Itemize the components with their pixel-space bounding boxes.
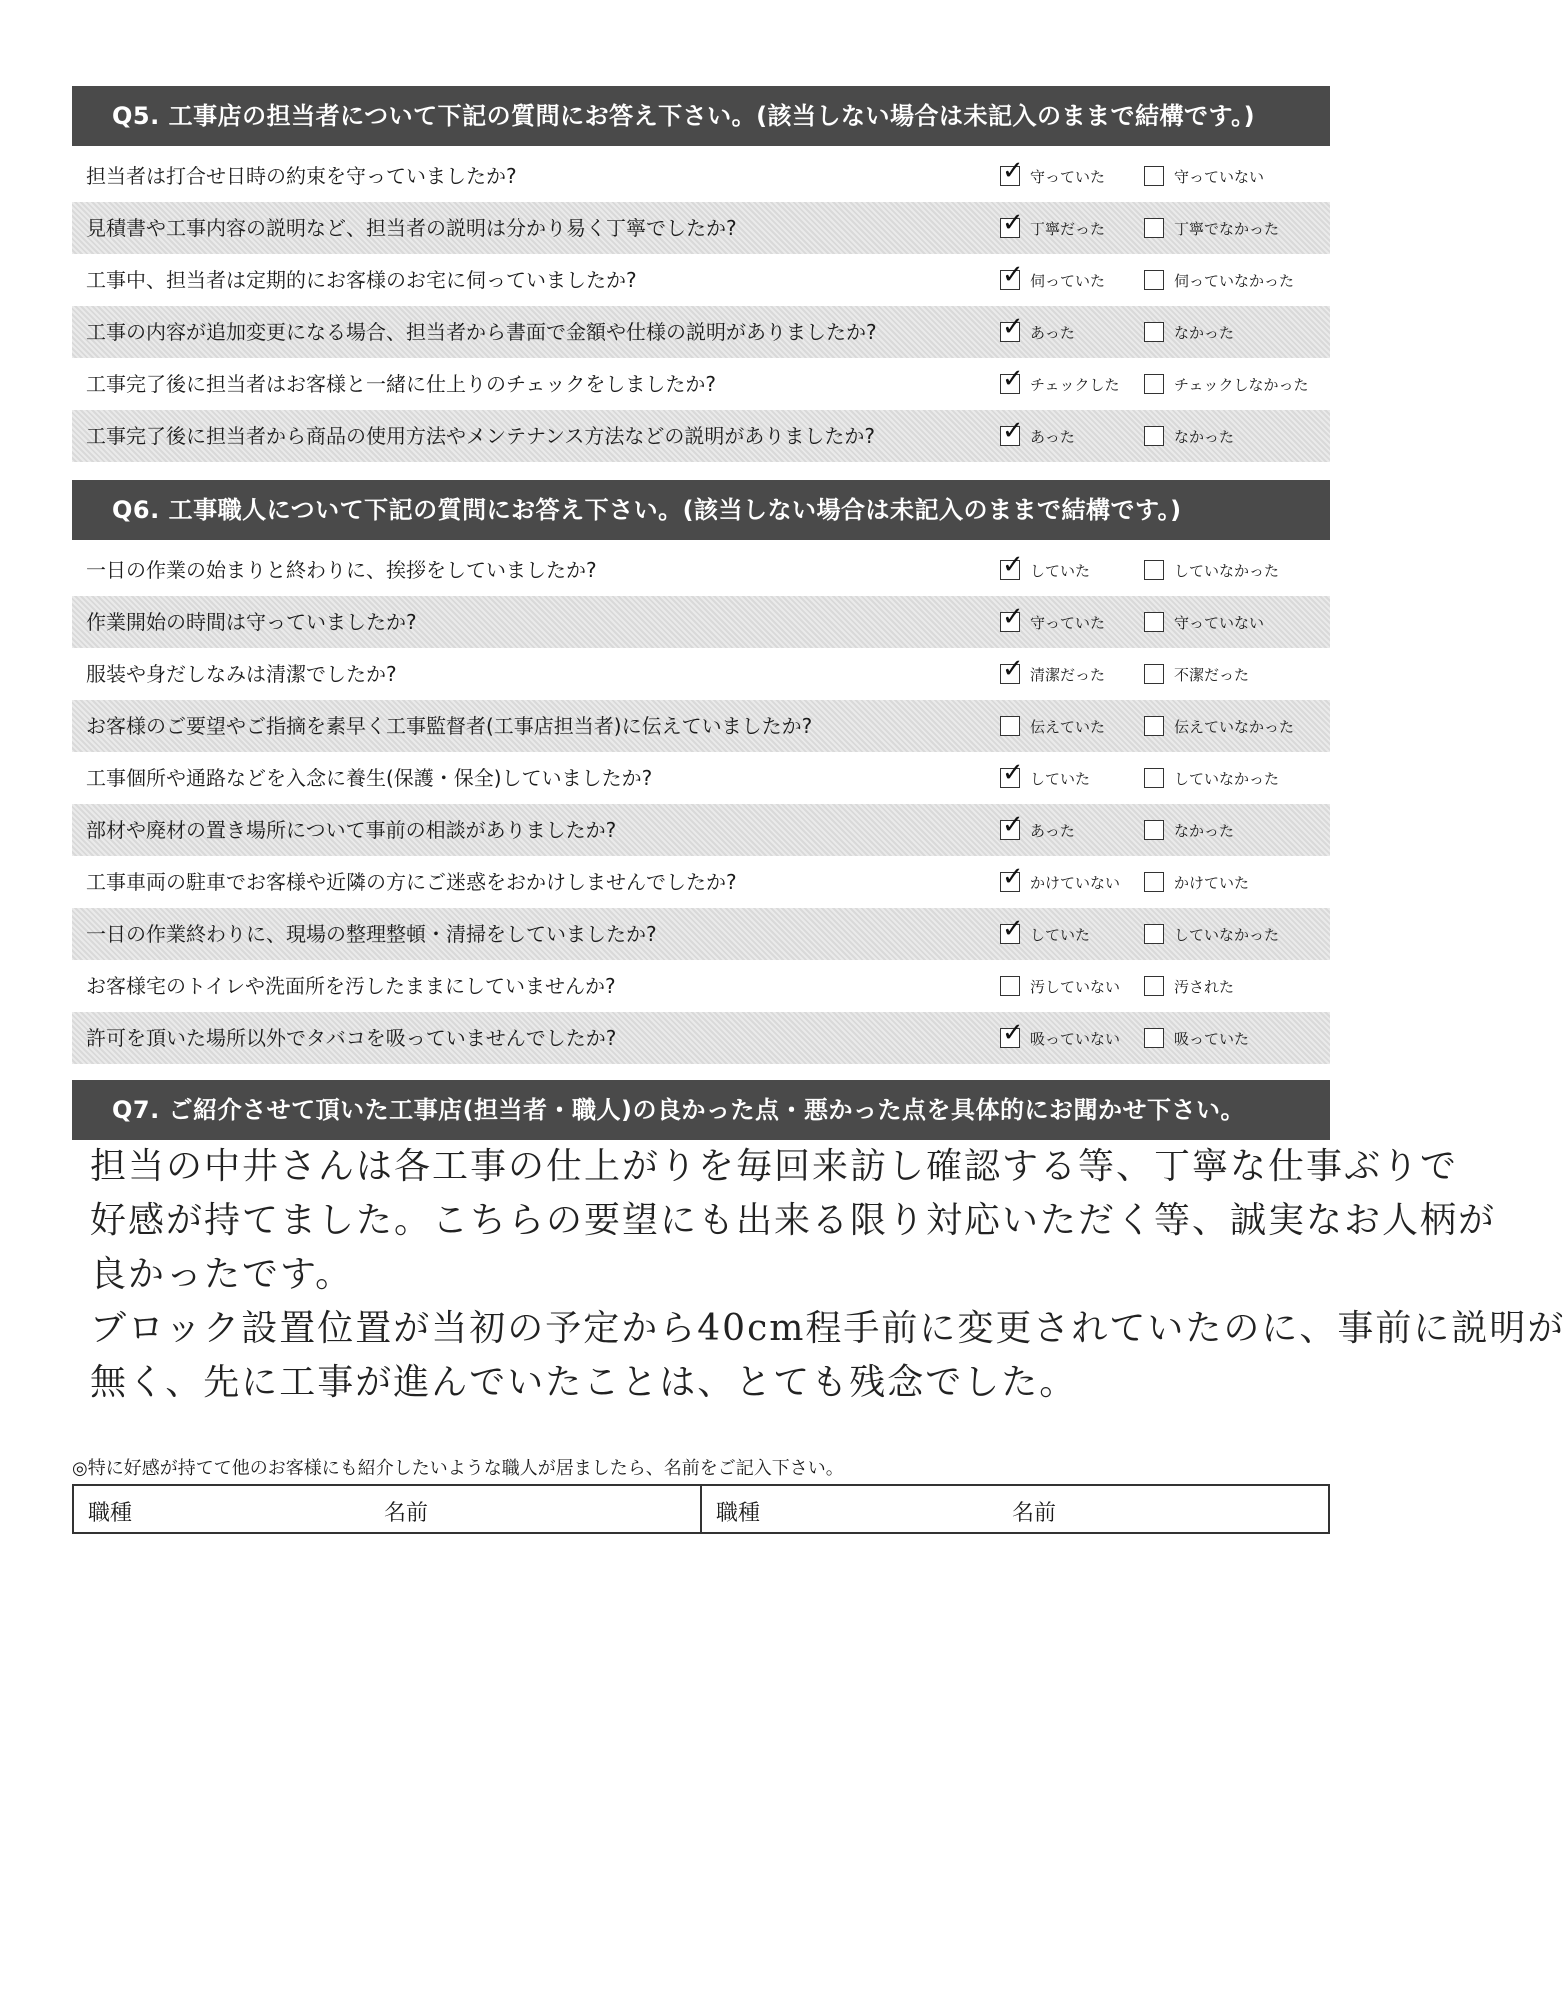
checkmark-icon: ✓ [1002, 312, 1024, 342]
checkbox[interactable] [1000, 810, 1024, 840]
q5-header: Q5. 工事店の担当者について下記の質問にお答え下さい。(該当しない場合は未記入のままで結構です。) [72, 86, 1330, 146]
checkmark-icon: ✓ [1002, 208, 1024, 238]
checkmark-icon: ✓ [1002, 654, 1024, 684]
recommend-cell-right[interactable] [700, 1486, 1328, 1532]
checkmark-icon: ✓ [1002, 914, 1024, 944]
answer-option[interactable] [1144, 648, 1249, 700]
question-text: 許可を頂いた場所以外でタバコを吸っていませんでしたか? [86, 1026, 617, 1050]
checkbox[interactable] [1000, 208, 1024, 238]
checkbox[interactable] [1000, 654, 1024, 684]
answer-option[interactable] [1144, 254, 1294, 306]
checkbox[interactable] [1144, 270, 1164, 290]
question-row [72, 596, 1330, 648]
answer-option[interactable] [1000, 358, 1120, 410]
question-row [72, 908, 1330, 960]
recommend-table [72, 1484, 1330, 1534]
answer-option[interactable] [1144, 804, 1234, 856]
checkbox[interactable] [1000, 550, 1024, 580]
answer-option[interactable] [1000, 856, 1120, 908]
answer-option[interactable] [1000, 1012, 1120, 1064]
option-label: 守っていない [1174, 167, 1265, 186]
answer-option[interactable] [1000, 544, 1090, 596]
checkbox[interactable] [1144, 664, 1164, 684]
option-label: していなかった [1174, 561, 1280, 580]
option-label: あった [1030, 427, 1075, 446]
checkmark-icon: ✓ [1002, 810, 1024, 840]
q6-header: Q6. 工事職人について下記の質問にお答え下さい。(該当しない場合は未記入のままで結構です。) [72, 480, 1330, 540]
job-type-label: 職種 [88, 1501, 133, 1526]
answer-option[interactable] [1000, 254, 1105, 306]
question-text: 工事完了後に担当者はお客様と一緒に仕上りのチェックをしましたか? [86, 372, 717, 396]
checkbox[interactable] [1144, 322, 1164, 342]
checkbox[interactable] [1144, 872, 1164, 892]
checkbox[interactable] [1000, 976, 1020, 996]
answer-option[interactable] [1000, 306, 1075, 358]
option-label: なかった [1174, 323, 1235, 342]
checkbox[interactable] [1144, 976, 1164, 996]
checkbox[interactable] [1144, 218, 1164, 238]
checkbox[interactable] [1000, 364, 1024, 394]
question-text: 担当者は打合せ日時の約束を守っていましたか? [86, 164, 517, 188]
checkbox[interactable] [1000, 862, 1024, 892]
checkbox[interactable] [1144, 924, 1164, 944]
answer-option[interactable] [1000, 752, 1090, 804]
answer-option[interactable] [1000, 202, 1105, 254]
question-text: 作業開始の時間は守っていましたか? [86, 610, 417, 634]
question-row [72, 306, 1330, 358]
option-label: していた [1030, 925, 1091, 944]
question-text: 見積書や工事内容の説明など、担当者の説明は分かり易く丁寧でしたか? [86, 216, 737, 240]
checkmark-icon: ✓ [1002, 602, 1024, 632]
answer-option[interactable] [1000, 700, 1105, 752]
checkbox[interactable] [1144, 374, 1164, 394]
answer-option[interactable] [1144, 596, 1264, 648]
question-row [72, 254, 1330, 306]
answer-option[interactable] [1000, 960, 1120, 1012]
question-row [72, 1012, 1330, 1064]
option-label: かけていた [1174, 873, 1250, 892]
answer-option[interactable] [1144, 960, 1234, 1012]
q7-header: Q7. ご紹介させて頂いた工事店(担当者・職人)の良かった点・悪かった点を具体的にお聞かせ下さい。 [72, 1080, 1330, 1140]
option-label: 丁寧だった [1030, 219, 1106, 238]
option-label: 汚していない [1030, 977, 1121, 996]
option-label: 守っていた [1030, 613, 1106, 632]
answer-option[interactable] [1000, 596, 1105, 648]
option-label: していなかった [1174, 769, 1280, 788]
question-row [72, 752, 1330, 804]
checkbox[interactable] [1144, 426, 1164, 446]
checkbox[interactable] [1144, 768, 1164, 788]
checkbox[interactable] [1144, 612, 1164, 632]
question-text: お客様宅のトイレや洗面所を汚したままにしていませんか? [86, 974, 616, 998]
option-label: していなかった [1174, 925, 1280, 944]
answer-option[interactable] [1144, 1012, 1249, 1064]
answer-line: 好感が持てました。こちらの要望にも出来る限り対応いただく等、誠実なお人柄が [90, 1200, 1497, 1241]
option-label: 伝えていた [1030, 717, 1106, 736]
answer-option[interactable] [1000, 908, 1090, 960]
option-label: チェックしなかった [1174, 375, 1309, 394]
question-row [72, 544, 1330, 596]
option-label: していた [1030, 769, 1091, 788]
recommend-cell-left[interactable] [74, 1486, 700, 1532]
checkbox[interactable] [1144, 1028, 1164, 1048]
answer-line: 無く、先に工事が進んでいたことは、とても残念でした。 [90, 1362, 1078, 1403]
question-row [72, 700, 1330, 752]
checkbox[interactable] [1000, 1018, 1024, 1048]
answer-option[interactable] [1144, 202, 1279, 254]
answer-option[interactable] [1144, 544, 1279, 596]
question-text: 服装や身だしなみは清潔でしたか? [86, 662, 397, 686]
question-row [72, 804, 1330, 856]
question-text: お客様のご要望やご指摘を素早く工事監督者(工事店担当者)に伝えていましたか? [86, 714, 813, 738]
answer-option[interactable] [1144, 150, 1264, 202]
question-row [72, 410, 1330, 462]
name-label: 名前 [1012, 1501, 1057, 1526]
option-label: 伺っていなかった [1174, 271, 1295, 290]
answer-option[interactable] [1144, 306, 1234, 358]
checkmark-icon: ✓ [1002, 416, 1024, 446]
option-label: 吸っていた [1174, 1029, 1250, 1048]
option-label: 汚された [1174, 977, 1235, 996]
checkbox[interactable] [1000, 260, 1024, 290]
question-text: 工事完了後に担当者から商品の使用方法やメンテナンス方法などの説明がありましたか? [86, 424, 876, 448]
checkmark-icon: ✓ [1002, 156, 1024, 186]
question-row [72, 150, 1330, 202]
checkbox[interactable] [1000, 716, 1020, 736]
checkbox[interactable] [1144, 560, 1164, 580]
question-row [72, 358, 1330, 410]
option-label: していた [1030, 561, 1091, 580]
option-label: 守っていた [1030, 167, 1106, 186]
name-label: 名前 [384, 1501, 429, 1526]
answer-option[interactable] [1144, 856, 1249, 908]
question-text: 工事個所や通路などを入念に養生(保護・保全)していましたか? [86, 766, 653, 790]
checkbox[interactable] [1000, 312, 1024, 342]
option-label: 不潔だった [1174, 665, 1250, 684]
option-label: なかった [1174, 427, 1235, 446]
checkbox[interactable] [1144, 166, 1164, 186]
option-label: 伺っていた [1030, 271, 1106, 290]
answer-option[interactable] [1144, 410, 1234, 462]
checkmark-icon: ✓ [1002, 364, 1024, 394]
q7-handwritten-answer [90, 1140, 1565, 1410]
checkbox[interactable] [1144, 820, 1164, 840]
question-text: 工事の内容が追加変更になる場合、担当者から書面で金額や仕様の説明がありましたか? [86, 320, 877, 344]
question-row [72, 856, 1330, 908]
checkbox[interactable] [1000, 914, 1024, 944]
answer-option[interactable] [1144, 908, 1279, 960]
option-label: あった [1030, 323, 1075, 342]
question-text: 一日の作業終わりに、現場の整理整頓・清掃をしていましたか? [86, 922, 657, 946]
checkmark-icon: ✓ [1002, 260, 1024, 290]
checkbox[interactable] [1000, 156, 1024, 186]
checkbox[interactable] [1000, 602, 1024, 632]
checkbox[interactable] [1144, 716, 1164, 736]
checkbox[interactable] [1000, 416, 1024, 446]
answer-option[interactable] [1000, 150, 1105, 202]
answer-option[interactable] [1144, 700, 1294, 752]
question-text: 一日の作業の始まりと終わりに、挨拶をしていましたか? [86, 558, 597, 582]
checkmark-icon: ✓ [1002, 758, 1024, 788]
question-text: 部材や廃材の置き場所について事前の相談がありましたか? [86, 818, 617, 842]
checkmark-icon: ✓ [1002, 1018, 1024, 1048]
answer-option[interactable] [1144, 358, 1309, 410]
option-label: 清潔だった [1030, 665, 1106, 684]
question-text: 工事中、担当者は定期的にお客様のお宅に伺っていましたか? [86, 268, 637, 292]
answer-line: 担当の中井さんは各工事の仕上がりを毎回来訪し確認する等、丁寧な仕事ぶりで [90, 1146, 1459, 1187]
checkmark-icon: ✓ [1002, 550, 1024, 580]
question-text: 工事車両の駐車でお客様や近隣の方にご迷惑をおかけしませんでしたか? [86, 870, 737, 894]
answer-line: 良かったです。 [90, 1254, 354, 1295]
question-row [72, 960, 1330, 1012]
answer-option[interactable] [1000, 410, 1075, 462]
answer-option[interactable] [1144, 752, 1279, 804]
option-label: なかった [1174, 821, 1235, 840]
option-label: 丁寧でなかった [1174, 219, 1280, 238]
option-label: 守っていない [1174, 613, 1265, 632]
option-label: 伝えていなかった [1174, 717, 1295, 736]
answer-line: ブロック設置位置が当初の予定から40cm程手前に変更されていたのに、事前に説明が [90, 1308, 1565, 1349]
checkbox[interactable] [1000, 758, 1024, 788]
option-label: かけていない [1030, 873, 1121, 892]
question-row [72, 202, 1330, 254]
job-type-label: 職種 [716, 1501, 761, 1526]
option-label: 吸っていない [1030, 1029, 1121, 1048]
question-row [72, 648, 1330, 700]
option-label: チェックした [1030, 375, 1120, 394]
option-label: あった [1030, 821, 1075, 840]
answer-option[interactable] [1000, 648, 1105, 700]
checkmark-icon: ✓ [1002, 862, 1024, 892]
recommend-note: ◎特に好感が持てて他のお客様にも紹介したいような職人が居ましたら、名前をご記入下さい。 [72, 1458, 844, 1479]
answer-option[interactable] [1000, 804, 1075, 856]
